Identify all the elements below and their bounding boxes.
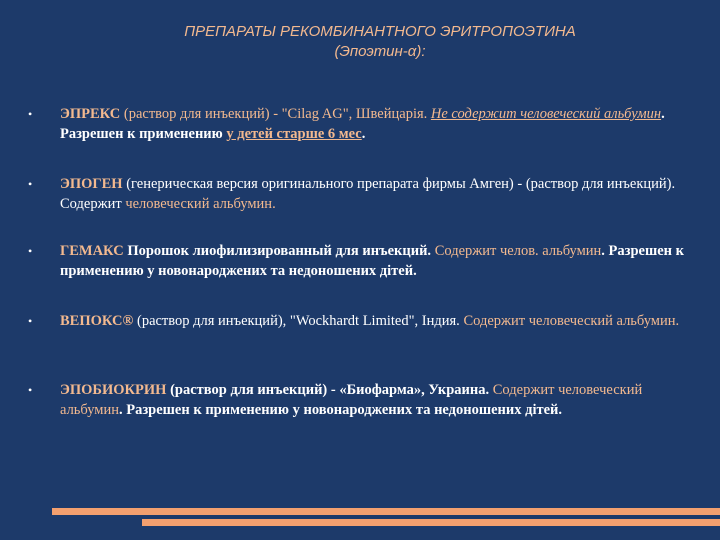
drug-note-2: у детей старше 6 мес	[226, 126, 362, 142]
title-line-1: ПРЕПАРАТЫ РЕКОМБИНАНТНОГО ЭРИТРОПОЭТИНА	[184, 23, 576, 40]
drug-end: . Разрешен к применению у новонароджених та недоношених дітей.	[60, 243, 684, 279]
drug-desc: (раствор для инъекций), "Wockhardt Limited", Індия.	[133, 313, 464, 329]
drug-end: . Разрешен к применению у новонароджених та недоношених дітей.	[119, 402, 563, 418]
drug-end: .	[361, 126, 366, 142]
drug-name: ЭПОГЕН	[60, 176, 123, 192]
bullet: •	[28, 177, 33, 191]
drug-note: Содержит человеческий альбумин.	[463, 313, 680, 329]
drug-desc: (раствор для инъекций) - "Cilag AG", Швейцарія.	[120, 106, 431, 122]
bullet: •	[28, 244, 33, 258]
drug-note: человеческий альбумин.	[125, 196, 276, 212]
drug-note: Содержит челов. альбумин	[434, 243, 602, 259]
drug-note: Не содержит человеческий альбумин	[430, 106, 662, 122]
drug-name: ЭПРЕКС	[60, 106, 121, 122]
drug-note: Содержит человеческий альбумин	[60, 382, 643, 418]
bullet: •	[28, 107, 33, 121]
drug-desc: Порошок лиофилизированный для инъекций.	[123, 243, 435, 259]
drug-desc: (генерическая версия оригинального препарата фирмы Амген) - (раствор для инъекций). Содержит	[60, 176, 676, 212]
drug-name: ВЕПОКС®	[60, 313, 134, 329]
drug-desc: (раствор для инъекций) - «Биофарма», Украина.	[166, 382, 493, 398]
slide-title	[0, 22, 720, 62]
decorative-bar-top	[52, 508, 720, 515]
drug-mid: . Разрешен к применению	[60, 106, 665, 142]
title-line-2: (Эпоэтин-α):	[334, 43, 426, 60]
drug-name: ЭПОБИОКРИН	[60, 382, 167, 398]
bullet: •	[28, 314, 33, 328]
decorative-bar-bottom	[142, 519, 720, 526]
bullet: •	[28, 383, 33, 397]
drug-name: ГЕМАКС	[60, 243, 124, 259]
